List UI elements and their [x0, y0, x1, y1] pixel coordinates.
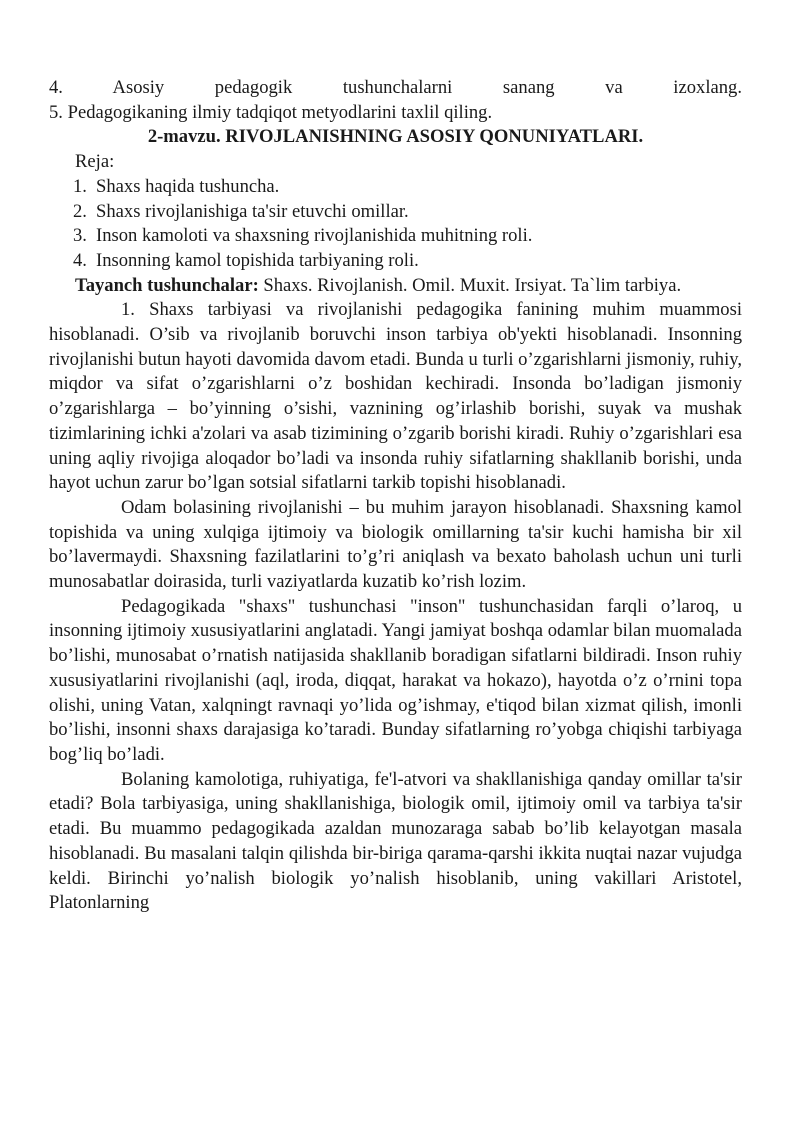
body-paragraph: Pedagogikada "shaxs" tushunchasi "inson" tushunchasidan farqli o’laroq, u insonning ijtimoiy xususiyatlarini anglatadi. Yangi jamiyat boshqa odamlar bilan muomalada bo’lishi, munosabat o’rnatish natijasida shakllanib boradigan sifatlarni bildiradi. Inson ruhiy xususiyatlarini rivojlanishi (aql, iroda, diqqat, harakat va hokazo), hayotda o’z o’rnini topa olishi, uning Vatan, xalqningt ravnaqi yo’lida og’ishmay, e'tiqod bilan xizmat qilish, imonli bo’lishi, insonni shaxs darajasiga ko’taradi. Bunday sifatlarning ro’yobga chiqishi tarbiyaga bog’liq bo’ladi.	[49, 595, 742, 765]
question-text: Asosiy pedagogik tushunchalarni sanang va izoxlang.	[112, 77, 742, 98]
document-page	[49, 76, 742, 916]
key-terms-text: Shaxs. Rivojlanish. Omil. Muxit. Irsiyat. Ta`lim tarbiya.	[258, 274, 682, 296]
plan-item	[49, 200, 742, 225]
plan-item-text: Shaxs haqida tushuncha.	[96, 175, 280, 197]
plan-item-number: 1.	[73, 175, 87, 197]
plan-item-text: Insonning kamol topishida tarbiyaning roli.	[96, 249, 419, 271]
question-text: Pedagogikaning ilmiy tadqiqot metyodlarini taxlil qiling.	[67, 101, 493, 123]
plan-item	[49, 175, 742, 200]
plan-item-number: 3.	[73, 225, 87, 247]
key-terms-label: Tayanch tushunchalar:	[75, 274, 259, 296]
question-item	[49, 101, 742, 126]
plan-item	[49, 224, 742, 249]
body-paragraph: 1. Shaxs tarbiyasi va rivojlanishi pedagogika fanining muhim muammosi hisoblanadi. O’sib va rivojlanib boruvchi inson tarbiya ob'yekti hisoblanadi. Insonning rivojlanishi butun hayoti davomida davom etadi. Bunda u turli o’zgarishlarni jismoniy, ruhiy, miqdor va sifat o’zgarishlarni o’z boshidan kechiradi. Insonda bo’ladigan jismoniy o’zgarishlarga – bo’yinning o’sishi, vaznining og’irlashib borishi, suyak va mushak tizimlarining ichki a'zolari va asab tizimining o’zgarib borishi kiradi. Ruhiy o’zgarishlari esa uning aqliy rivojiga aloqador bo’ladi va insonda ruhiy sifatlarning shakllanib borishi, unda hayot uchun zarur bo’lgan sotsial sifatlarni tarkib topishi hisoblanadi.	[49, 299, 742, 494]
plan-item	[49, 249, 742, 274]
key-terms	[49, 274, 742, 299]
body-paragraph: Bolaning kamolotiga, ruhiyatiga, fe'l-atvori va shakllanishiga qanday omillar ta'sir etadi? Bola tarbiyasiga, uning shakllanishiga, biologik omil, ijtimoiy omil va tarbiya ta'sir etadi. Bu muammo pedagogikada azaldan munozaraga sabab bo’lib kelayotgan masala hisoblanadi. Bu masalani talqin qilishda bir-biriga qarama-qarshi ikkita nuqtai nazar vujudga keldi. Birinchi yo’nalish biologik yo’nalish hisoblanib, uning vakillari Aristotel, Platonlarning	[49, 768, 742, 914]
plan-item-number: 4.	[73, 249, 87, 271]
plan-item-text: Inson kamoloti va shaxsning rivojlanishida muhitning roli.	[96, 225, 533, 247]
question-number: 5.	[49, 101, 63, 123]
section-heading: 2-mavzu. RIVOJLANISHNING ASOSIY QONUNIYATLARI.	[147, 126, 644, 148]
question-number: 4.	[49, 77, 63, 98]
body-paragraph: Odam bolasining rivojlanishi – bu muhim jarayon hisoblanadi. Shaxsning kamol topishida va uning xulqiga ijtimoiy va biologik omillarning ta'sir kuchi hamisha bir xil bo’lavermaydi. Shaxsning fazilatlarini to’g’ri aniqlash va bexato baholash uchun uni turli munosabatlar doirasida, turli vaziyatlarda kuzatib ko’rish lozim.	[49, 496, 742, 593]
question-item	[49, 76, 742, 101]
plan-item-text: Shaxs rivojlanishiga ta'sir etuvchi omillar.	[96, 200, 409, 222]
plan-label: Reja:	[75, 151, 115, 173]
plan-item-number: 2.	[73, 200, 87, 222]
